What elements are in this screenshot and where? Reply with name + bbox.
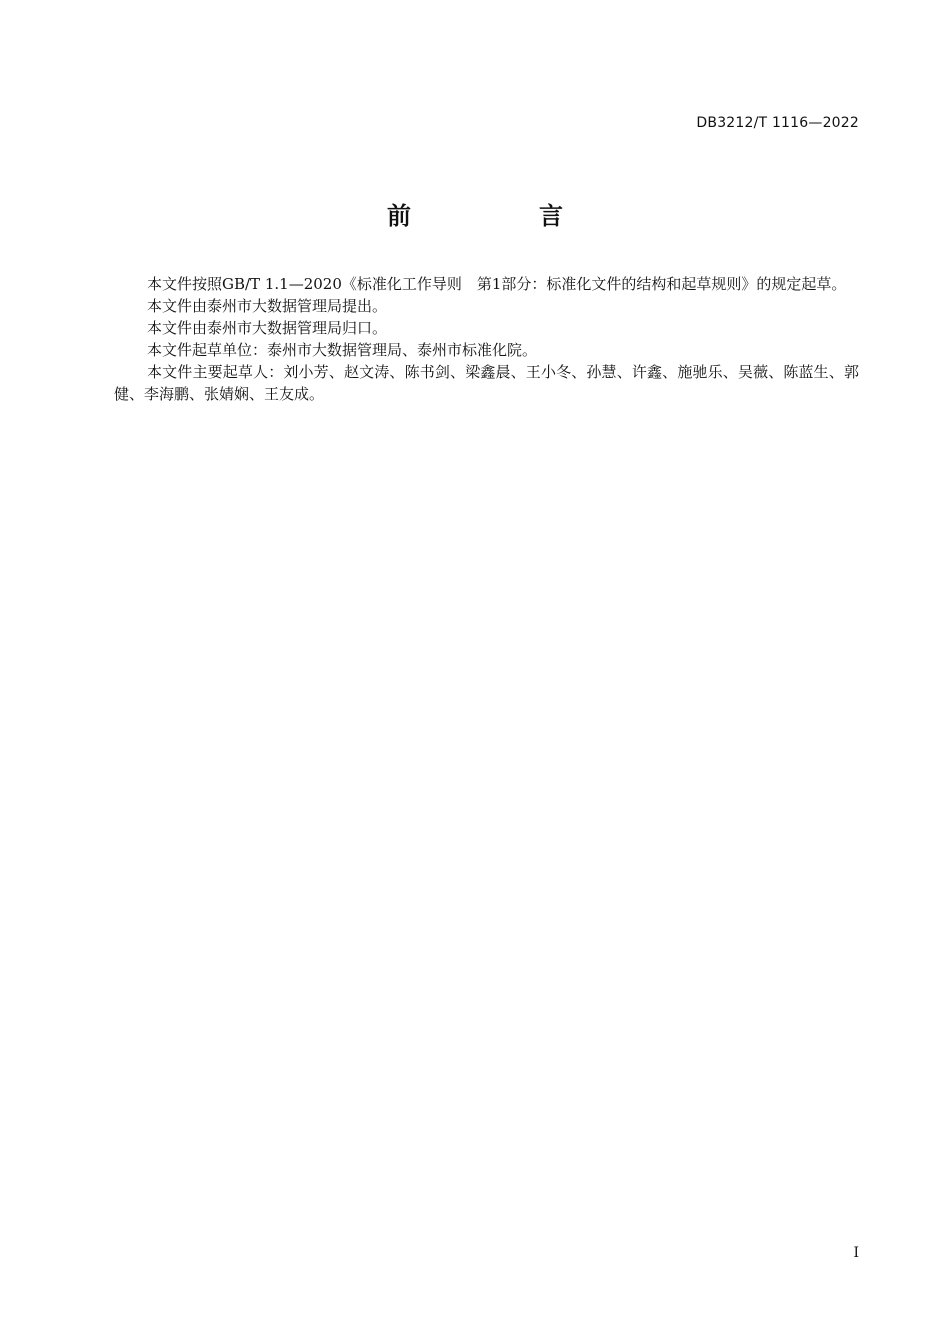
paragraph-drafting-units: 本文件起草单位：泰州市大数据管理局、泰州市标准化院。 [147, 341, 538, 359]
paragraph-administrator: 本文件由泰州市大数据管理局归口。 [147, 319, 388, 337]
foreword-body [114, 273, 859, 405]
paragraph-drafters: 本文件主要起草人：刘小芳、赵文涛、陈书剑、梁鑫晨、王小冬、孙慧、许鑫、施驰乐、吴薇、陈蓝生、郭健、李海鹏、张婧娴、王友成。 [114, 363, 859, 403]
paragraph-drafting-rules: 本文件按照GB/T 1.1—2020《标准化工作导则 第1部分：标准化文件的结构和起草规则》的规定起草。 [147, 275, 847, 293]
paragraph-proposer: 本文件由泰州市大数据管理局提出。 [147, 297, 388, 315]
page-title: 前 言 [387, 202, 615, 230]
page-number: I [853, 1245, 859, 1261]
document-code: DB3212/T 1116—2022 [696, 115, 859, 131]
